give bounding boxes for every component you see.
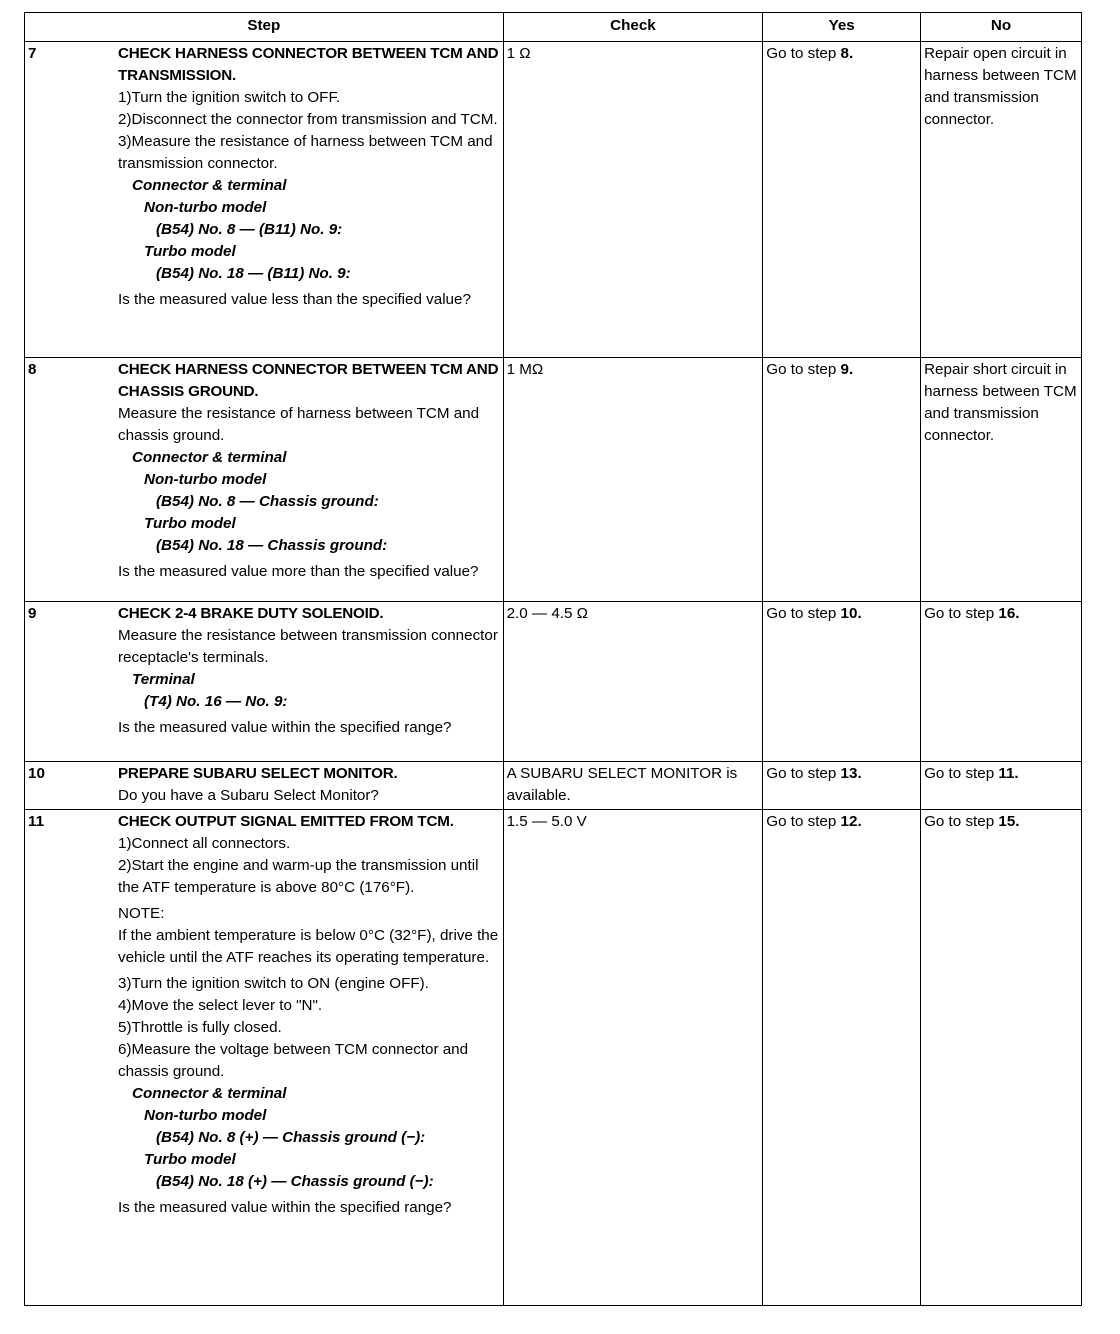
yes-prefix: Go to step <box>766 605 841 622</box>
header-row <box>25 13 1082 42</box>
step-question: Is the measured value less than the specified value? <box>118 291 471 308</box>
no-cell <box>921 762 1082 810</box>
step-number: 10 <box>28 765 45 782</box>
yes-step: 9. <box>840 361 854 378</box>
step-question: Do you have a Subaru Select Monitor? <box>118 787 379 804</box>
no-prefix: Go to step <box>924 813 999 830</box>
step-number: 7 <box>28 45 37 62</box>
step-instruction: Measure the resistance between transmission connector receptacle's terminals. <box>118 627 498 666</box>
step-cell <box>25 42 504 358</box>
step-question: Is the measured value within the specified range? <box>118 1199 452 1216</box>
step-instruction: 6)Measure the voltage between TCM connector and chassis ground. <box>118 1041 469 1080</box>
spec-model: Non-turbo model <box>144 199 267 216</box>
step-question: Is the measured value within the specified range? <box>118 719 452 736</box>
step-title: CHECK HARNESS CONNECTOR BETWEEN TCM AND CHASSIS GROUND. <box>118 361 499 400</box>
spec-heading: Connector & terminal <box>132 1085 287 1102</box>
yes-step: 10. <box>840 605 862 622</box>
check-cell: A SUBARU SELECT MONITOR is available. <box>503 762 763 810</box>
step-question: Is the measured value more than the specified value? <box>118 563 479 580</box>
spec-value: (B54) No. 8 — Chassis ground: <box>156 493 379 510</box>
spec-model: Turbo model <box>144 515 236 532</box>
no-step: 11. <box>998 765 1019 782</box>
yes-step: 12. <box>840 813 862 830</box>
table-row <box>25 602 1082 762</box>
yes-cell <box>763 810 921 1306</box>
spec-heading: Connector & terminal <box>132 177 287 194</box>
yes-step: 8. <box>840 45 854 62</box>
no-prefix: Go to step <box>924 605 999 622</box>
yes-cell <box>763 762 921 810</box>
table-row <box>25 358 1082 602</box>
step-cell <box>25 762 504 810</box>
no-cell <box>921 810 1082 1306</box>
spec-value: (B54) No. 8 — (B11) No. 9: <box>156 221 343 238</box>
no-cell <box>921 602 1082 762</box>
step-instruction: 2)Start the engine and warm-up the transmission until the ATF temperature is above 80°C (176°F). <box>118 857 479 896</box>
yes-cell <box>763 358 921 602</box>
yes-cell <box>763 602 921 762</box>
header-check: Check <box>503 13 763 42</box>
yes-prefix: Go to step <box>766 765 841 782</box>
header-step: Step <box>25 13 504 42</box>
spec-value: (B54) No. 8 (+) — Chassis ground (−): <box>156 1129 426 1146</box>
yes-prefix: Go to step <box>766 361 841 378</box>
step-number: 11 <box>28 813 45 830</box>
spec-heading: Terminal <box>132 671 195 688</box>
check-cell: 1.5 — 5.0 V <box>503 810 763 1306</box>
spec-value: (B54) No. 18 (+) — Chassis ground (−): <box>156 1173 434 1190</box>
no-step: 16. <box>998 605 1020 622</box>
step-instruction: 2)Disconnect the connector from transmission and TCM. <box>118 111 498 128</box>
no-step: 15. <box>998 813 1020 830</box>
spec-model: Non-turbo model <box>144 471 267 488</box>
step-cell <box>25 810 504 1306</box>
step-title: CHECK HARNESS CONNECTOR BETWEEN TCM AND TRANSMISSION. <box>118 45 499 84</box>
check-cell: 1 Ω <box>503 42 763 358</box>
step-cell <box>25 602 504 762</box>
spec-value: (T4) No. 16 — No. 9: <box>144 693 288 710</box>
spec-heading: Connector & terminal <box>132 449 287 466</box>
step-title: PREPARE SUBARU SELECT MONITOR. <box>118 765 398 782</box>
table-row <box>25 810 1082 1306</box>
table-row <box>25 762 1082 810</box>
step-instruction: 4)Move the select lever to "N". <box>118 997 323 1014</box>
spec-model: Non-turbo model <box>144 1107 267 1124</box>
step-cell <box>25 358 504 602</box>
step-instruction: Measure the resistance of harness between TCM and chassis ground. <box>118 405 480 444</box>
yes-prefix: Go to step <box>766 45 841 62</box>
spec-model: Turbo model <box>144 243 236 260</box>
step-instruction: 3)Turn the ignition switch to ON (engine OFF). <box>118 975 429 992</box>
step-title: CHECK 2-4 BRAKE DUTY SOLENOID. <box>118 605 384 622</box>
no-prefix: Go to step <box>924 765 999 782</box>
yes-cell <box>763 42 921 358</box>
check-cell: 1 MΩ <box>503 358 763 602</box>
note-label: NOTE: <box>118 905 165 922</box>
diagnostic-table <box>24 12 1082 1306</box>
step-instruction: 1)Turn the ignition switch to OFF. <box>118 89 341 106</box>
step-instruction: 3)Measure the resistance of harness between TCM and transmission connector. <box>118 133 493 172</box>
note-text: If the ambient temperature is below 0°C (32°F), drive the vehicle until the ATF reaches its operating temperature. <box>118 927 499 966</box>
header-yes: Yes <box>763 13 921 42</box>
spec-value: (B54) No. 18 — (B11) No. 9: <box>156 265 351 282</box>
yes-step: 13. <box>840 765 862 782</box>
step-title: CHECK OUTPUT SIGNAL EMITTED FROM TCM. <box>118 813 454 830</box>
step-number: 8 <box>28 361 37 378</box>
table-row <box>25 42 1082 358</box>
spec-model: Turbo model <box>144 1151 236 1168</box>
no-cell: Repair short circuit in harness between TCM and transmission connector. <box>921 358 1082 602</box>
step-instruction: 5)Throttle is fully closed. <box>118 1019 282 1036</box>
step-instruction: 1)Connect all connectors. <box>118 835 291 852</box>
step-number: 9 <box>28 605 37 622</box>
spec-value: (B54) No. 18 — Chassis ground: <box>156 537 388 554</box>
no-cell: Repair open circuit in harness between TCM and transmission connector. <box>921 42 1082 358</box>
yes-prefix: Go to step <box>766 813 841 830</box>
check-cell: 2.0 — 4.5 Ω <box>503 602 763 762</box>
header-no: No <box>921 13 1082 42</box>
